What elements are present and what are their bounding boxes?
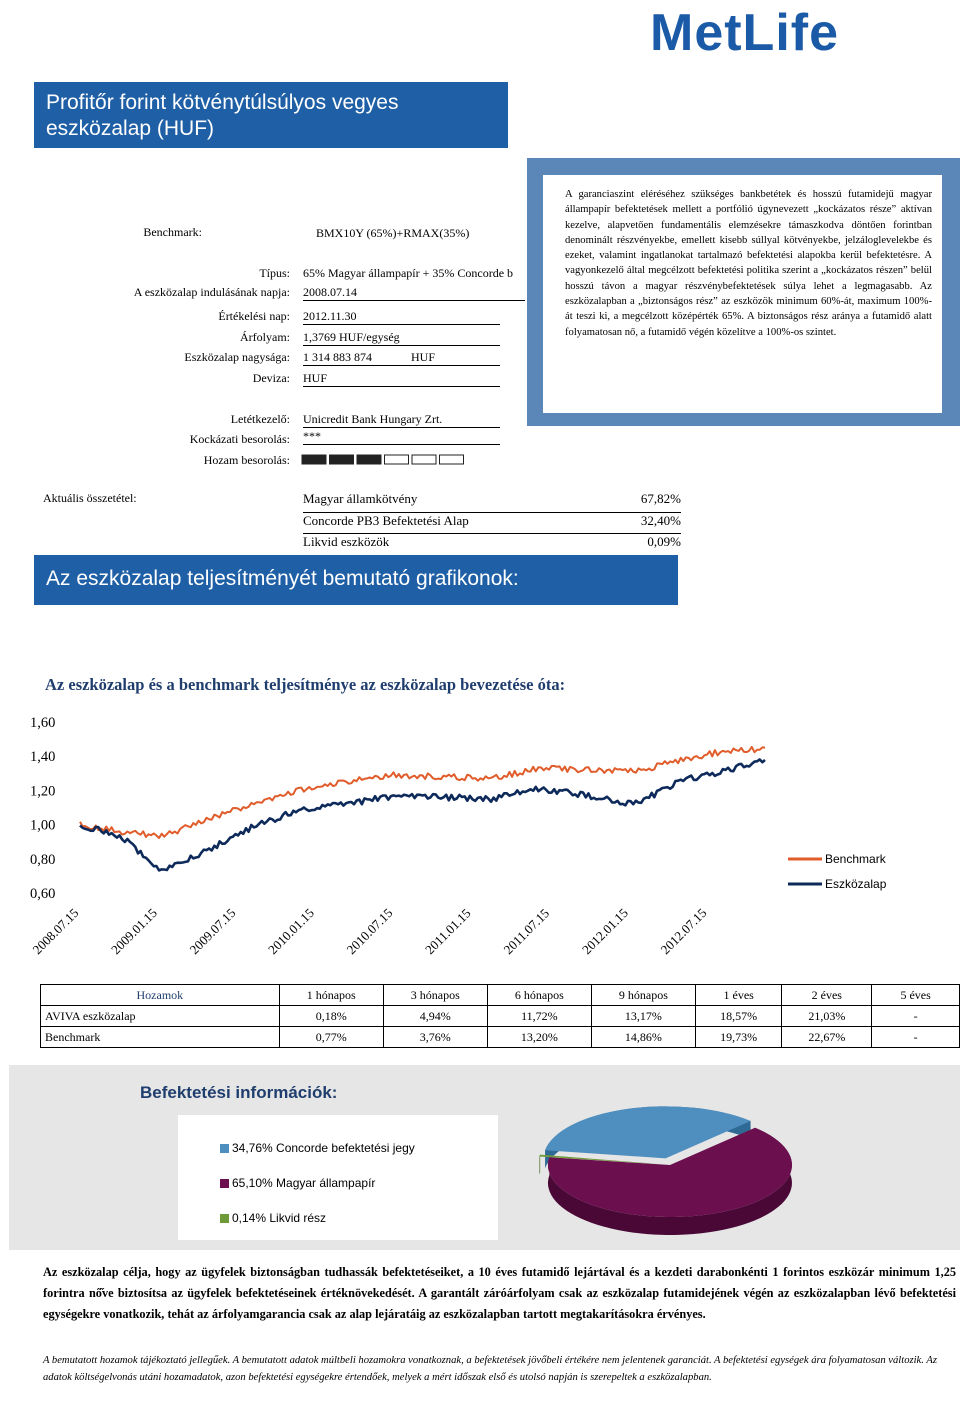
composition-label: Aktuális összetétel: bbox=[43, 491, 137, 505]
table-cell: 4,94% bbox=[383, 1006, 487, 1027]
allocation-legend-item bbox=[220, 1176, 375, 1190]
allocation-legend bbox=[178, 1115, 498, 1240]
table-cell: 22,67% bbox=[782, 1027, 872, 1048]
benchmark-value: BMX10Y (65%)+RMAX(35%) bbox=[316, 226, 470, 240]
fund-goal-text: Az eszközalap célja, hogy az ügyfelek biztonságban tudhassák befektetéseiket, a 10 éves futamidő lejártával és a kezdeti darabonkénti 1 forintos eszközár minimum 1,25 forintra nő̋ve biztosítsa az ügyfelek befektetéseinek értéknövekedését. A garantált záróárfolyam csak az eszközalap futamidejének végén az eszközalapban lévő befektetési egységekre vonatkozik, tehát az árfolyamgarancia csak az alap lejáratáig az eszközalapban tartott megtakarításokra érvényes. bbox=[43, 1265, 956, 1321]
composition-item-value: 67,82% bbox=[640, 491, 681, 506]
x-tick-label: 2010.07.15 bbox=[343, 905, 396, 958]
composition-item bbox=[303, 534, 681, 555]
x-tick-label: 2010.01.15 bbox=[265, 905, 317, 958]
price-value: 1,3769 HUF/egység bbox=[303, 330, 500, 346]
x-tick-label: 2009.01.15 bbox=[108, 905, 160, 958]
risk-value: *** bbox=[303, 429, 500, 445]
table-cell: 18,57% bbox=[695, 1006, 781, 1027]
x-tick-label: 2009.07.15 bbox=[186, 905, 239, 958]
table-cell: - bbox=[872, 1006, 960, 1027]
x-tick-label: 2011.07.15 bbox=[500, 905, 553, 958]
legend-label: Benchmark bbox=[825, 852, 886, 866]
x-tick-label: 2012.07.15 bbox=[657, 905, 710, 958]
table-cell: Benchmark bbox=[41, 1027, 280, 1048]
performance-chart bbox=[0, 700, 960, 970]
description-box bbox=[527, 158, 960, 426]
description-text: A garanciaszint eléréséhez szükséges bankbetétek és hosszú futamidejű magyar állampapír befektetések mellett a portfólió úgynevezett „kockázatos része” aktívan kezelve, alapvetően fundamentális elemzésekre támaszkodva döntően forintban denominált részvényekbe, emellett kisebb súllyal kötvényekbe, jelzáloglevelekbe és ezeket, valamint ingatlanokat tartalmazó befektetési alapokba kerül befektetésre. A vagyonkezelő által megcélzott befektetési politika szerint a „kockázatos részen” belül hosszú távon a magyar részvénybefektetések súlya lehet a legmagasabb. Az eszközalapban a „biztonságos rész” az eszközök minimum 60%-át, maximum 100%-át teszi ki, a megcélzott középérték 65%. A biztonságos rész aránya a futamidő alatt folyamatosan nő, a futamidő végén közelítve a 100%-os szintet. bbox=[543, 175, 942, 413]
legend-color-swatch bbox=[220, 1214, 229, 1223]
rating-segment bbox=[440, 455, 464, 464]
series-line-benchmark bbox=[80, 747, 765, 838]
custodian-label: Letétkezelő: bbox=[230, 412, 290, 426]
x-tick-label: 2011.01.15 bbox=[422, 905, 474, 958]
benchmark-label: Benchmark: bbox=[143, 225, 202, 239]
metlife-logo bbox=[650, 6, 950, 54]
y-tick-label: 1,20 bbox=[30, 783, 56, 800]
table-cell: 13,20% bbox=[487, 1027, 591, 1048]
allocation-legend-label: 34,76% Concorde befektetési jegy bbox=[232, 1141, 415, 1155]
fund-size-row bbox=[303, 350, 500, 366]
type-label: Típus: bbox=[259, 266, 290, 280]
fund-size-unit: HUF bbox=[411, 350, 436, 364]
table-row bbox=[41, 1006, 960, 1027]
disclaimer-text: A bemutatott hozamok tájékoztató jellegűek. A bemutatott adatok múltbeli hozamokra vonatkoznak, a befektetések jövőbeli értékére nem jelentenek garanciát. A befektetési egységek ára folyamatosan változik. Az adatok költségelvonás utáni hozamadatok, azon befektetési egységekre értendőek, melyek a mért időszak első és utolsó napján is szerepeltek a eszközalapban. bbox=[43, 1355, 937, 1383]
rating-segment bbox=[330, 455, 354, 464]
composition-item bbox=[303, 491, 681, 513]
composition-list bbox=[303, 491, 681, 555]
investment-info-title: Befektetési információk: bbox=[140, 1083, 338, 1102]
type-value: 65% Magyar állampapír + 35% Concorde b bbox=[303, 266, 514, 280]
y-tick-label: 1,60 bbox=[30, 715, 56, 731]
y-tick-label: 1,00 bbox=[30, 817, 56, 834]
table-cell: 0,18% bbox=[279, 1006, 383, 1027]
currency-label: Deviza: bbox=[252, 371, 290, 385]
fund-size-value: 1 314 883 874 bbox=[303, 350, 372, 364]
allocation-legend-label: 65,10% Magyar állampapír bbox=[232, 1176, 376, 1190]
legend-label: Eszközalap bbox=[825, 877, 887, 891]
table-cell: 14,86% bbox=[591, 1027, 695, 1048]
rating-segment bbox=[357, 455, 381, 464]
page-title: Profitőr forint kötvénytúlsúlyos vegyes eszközalap (HUF) bbox=[34, 82, 508, 148]
returns-header-cell: 6 hónapos bbox=[487, 985, 591, 1006]
svg-text:MetLife: MetLife bbox=[650, 6, 839, 54]
table-cell: 11,72% bbox=[487, 1006, 591, 1027]
performance-section-title: Az eszközalap teljesítményét bemutató grafikonok: bbox=[34, 555, 678, 605]
table-cell: AVIVA eszközalap bbox=[41, 1006, 280, 1027]
allocation-legend-item bbox=[220, 1141, 415, 1155]
composition-item-name: Concorde PB3 Befektetési Alap bbox=[303, 512, 469, 528]
composition-item bbox=[303, 513, 681, 535]
start-date-value: 2008.07.14 bbox=[303, 285, 525, 301]
legend-color-swatch bbox=[220, 1144, 229, 1153]
returns-header-row bbox=[41, 985, 960, 1006]
return-rating-bar bbox=[300, 453, 470, 467]
table-cell: 21,03% bbox=[782, 1006, 872, 1027]
table-cell: 0,77% bbox=[279, 1027, 383, 1048]
composition-item-value: 0,09% bbox=[647, 534, 681, 549]
x-tick-label: 2012.01.15 bbox=[579, 905, 631, 958]
y-tick-label: 0,60 bbox=[30, 886, 56, 902]
table-cell: - bbox=[872, 1027, 960, 1048]
allocation-legend-item bbox=[220, 1211, 326, 1225]
start-date-label: A eszközalap indulásának napja: bbox=[133, 285, 290, 299]
return-rating-label: Hozam besorolás: bbox=[203, 453, 290, 467]
table-row bbox=[41, 1027, 960, 1048]
risk-label: Kockázati besorolás: bbox=[189, 432, 290, 446]
composition-item-value: 32,40% bbox=[640, 512, 681, 528]
returns-header-cell: 1 hónapos bbox=[279, 985, 383, 1006]
table-cell: 3,76% bbox=[383, 1027, 487, 1048]
composition-item-name: Magyar államkötvény bbox=[303, 491, 418, 506]
x-tick-label: 2008.07.15 bbox=[29, 905, 82, 958]
chart-title: Az eszközalap és a benchmark teljesítménye az eszközalap bevezetése óta: bbox=[45, 675, 566, 694]
returns-header-cell: 3 hónapos bbox=[383, 985, 487, 1006]
composition-item-name: Likvid eszközök bbox=[303, 534, 390, 549]
returns-header-cell: 9 hónapos bbox=[591, 985, 695, 1006]
fund-size-label: Eszközalap nagysága: bbox=[184, 350, 290, 364]
valuation-date-value: 2012.11.30 bbox=[303, 309, 500, 325]
returns-header-cell: 5 éves bbox=[872, 985, 960, 1006]
custodian-value: Unicredit Bank Hungary Zrt. bbox=[303, 412, 500, 428]
rating-segment bbox=[385, 455, 409, 464]
y-tick-label: 1,40 bbox=[30, 749, 56, 766]
allocation-legend-label: 0,14% Likvid rész bbox=[232, 1211, 327, 1225]
price-label: Árfolyam: bbox=[240, 330, 290, 344]
table-cell: 19,73% bbox=[695, 1027, 781, 1048]
y-tick-label: 0,80 bbox=[30, 851, 56, 868]
returns-header-cell: Hozamok bbox=[41, 985, 280, 1006]
returns-header-cell: 2 éves bbox=[782, 985, 872, 1006]
rating-segment bbox=[302, 455, 326, 464]
allocation-pie-chart bbox=[520, 1100, 800, 1245]
valuation-date-label: Értékelési nap: bbox=[218, 309, 290, 323]
rating-segment bbox=[412, 455, 436, 464]
legend-color-swatch bbox=[220, 1179, 229, 1188]
table-cell: 13,17% bbox=[591, 1006, 695, 1027]
returns-table bbox=[40, 984, 960, 1048]
returns-header-cell: 1 éves bbox=[695, 985, 781, 1006]
currency-value: HUF bbox=[303, 371, 500, 387]
